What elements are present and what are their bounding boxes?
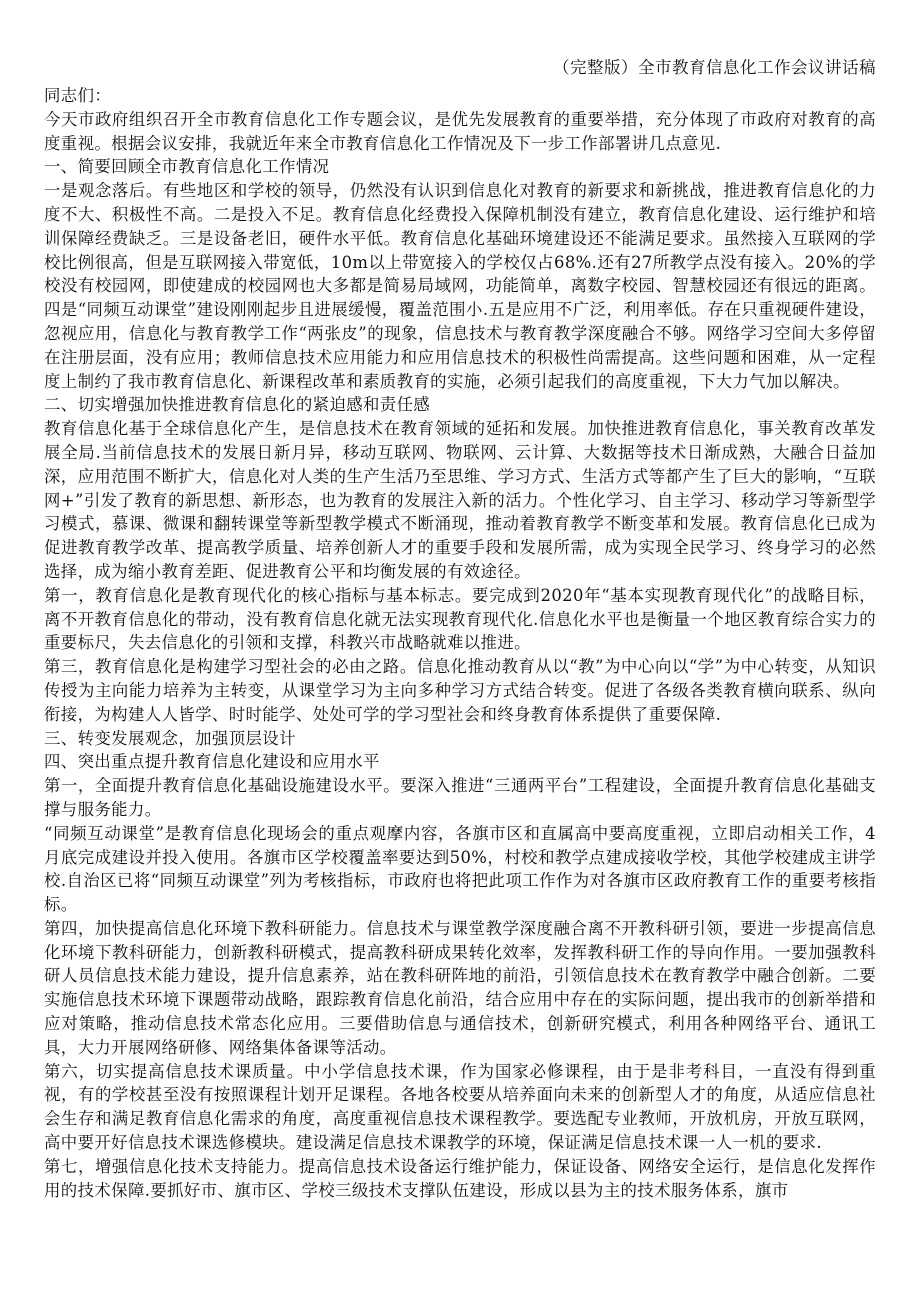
section-heading-3: 三、转变发展观念，加强顶层设计 xyxy=(44,728,296,748)
paragraph-tech-support: 第七，增强信息化技术支持能力。提高信息技术设备运行维护能力，保证设备、网络安全运行，是信息化发挥作用的技术保障.要抓好市、旗市区、学校三级技术支撑队伍建设，形成以县为主的技术服务体系，旗市 xyxy=(44,1156,876,1200)
paragraph-research: 第四，加快提高信息化环境下教科研能力。信息技术与课堂教学深度融合离不开教科研引领，要进一步提高信息化环境下教科研能力，创新教科研模式，提高教科研成果转化效率，发挥教科研工作的导向作用。一要加强教科研人员信息技术能力建设，提升信息素养，站在教科研阵地的前沿，引领信息技术在教育教学中融合创新。二要实施信息技术环境下课题带动战略，跟踪教育信息化前沿，结合应用中存在的实际问题，提出我市的创新举措和应对策略，推动信息技术常态化应用。三要借助信息与通信技术，创新研究模式，利用各种网络平台、通讯工具，大力开展网络研修、网络集体备课等活动。 xyxy=(44,918,876,1057)
paragraph-first-point: 第一，教育信息化是教育现代化的核心指标与基本标志。要完成到2020年“基本实现教育现代化”的战略目标，离不开教育信息化的带动，没有教育信息化就无法实现教育现代化.信息化水平也是衡量一个地区教育综合实力的重要标尺，失去信息化的引领和支撑，科教兴市战略就难以推进。 xyxy=(44,585,876,653)
document-header-title: （完整版）全市教育信息化工作会议讲话稿 xyxy=(553,58,876,77)
section-heading-1: 一、简要回顾全市教育信息化工作情况 xyxy=(44,157,330,177)
paragraph-third-point: 第三，教育信息化是构建学习型社会的必由之路。信息化推动教育从以“教”为中心向以“学”为中心转变，从知识传授为主向能力培养为主转变，从课堂学习为主向多种学习方式结合转变。促进了各级各类教育横向联系、纵向衔接，为构建人人皆学、时时能学、处处可学的学习型社会和终身教育体系提供了重要保障. xyxy=(44,657,876,724)
paragraph-interactive-classroom: “同频互动课堂”是教育信息化现场会的重点观摩内容，各旗市区和直属高中要高度重视，立即启动相关工作，4月底完成建设并投入使用。各旗市区学校覆盖率要达到50%，村校和教学点建成接收学校，其他学校建成主讲学校.自治区已将“同频互动课堂”列为考核指标，市政府也将把此项工作作为对各旗市区政府教育工作的重要考核指标。 xyxy=(44,823,876,915)
salutation: 同志们： xyxy=(44,86,112,105)
section-heading-4: 四、突出重点提升教育信息化建设和应用水平 xyxy=(44,752,380,772)
section-heading-2: 二、切实增强加快推进教育信息化的紧迫感和责任感 xyxy=(44,395,431,415)
paragraph-problems: 一是观念落后。有些地区和学校的领导，仍然没有认识到信息化对教育的新要求和新挑战，推进教育信息化的力度不大、积极性不高。二是投入不足。教育信息化经费投入保障机制没有建立，教育信息化建设、运行维护和培训保障经费缺乏。三是设备老旧，硬件水平低。教育信息化基础环境建设还不能满足要求。虽然接入互联网的学校比例很高，但是互联网接入带宽低，10m以上带宽接入的学校仅占68%.还有27所教学点没有接入。20%的学校没有校园网，即使建成的校园网也大多都是简易局域网，功能简单，离数字校园、智慧校园还有很远的距离。四是“同频互动课堂”建设刚刚起步且进展缓慢，覆盖范围小.五是应用不广泛，利用率低。存在只重视硬件建设，忽视应用，信息化与教育教学工作“两张皮”的现象，信息技术与教育教学深度融合不够。网络学习空间大多停留在注册层面，没有应用；教师信息技术应用能力和应用信息技术的积极性尚需提高。这些问题和困难，从一定程度上制约了我市教育信息化、新课程改革和素质教育的实施，必须引起我们的高度重视，下大力气加以解决。 xyxy=(44,181,876,391)
paragraph-opening: 今天市政府组织召开全市教育信息化工作专题会议，是优先发展教育的重要举措，充分体现了市政府对教育的高度重视。根据会议安排，我就近年来全市教育信息化工作情况及下一步工作部署讲几点意见. xyxy=(44,109,876,153)
paragraph-infrastructure: 第一，全面提升教育信息化基础设施建设水平。要深入推进“三通两平台”工程建设，全面提升教育信息化基础支撑与服务能力。 xyxy=(44,776,876,819)
paragraph-it-course: 第六，切实提高信息技术课质量。中小学信息技术课，作为国家必修课程，由于是非考科目，一直没有得到重视，有的学校甚至没有按照课程计划开足课程。各地各校要从培养面向未来的创新型人才的角度，从适应信息社会生存和满足教育信息化需求的角度，高度重视信息技术课程教学。要选配专业教师，开放机房，开放互联网，高中要开好信息技术课选修模块。建设满足信息技术课教学的环境，保证满足信息技术课一人一机的要求. xyxy=(44,1061,876,1153)
paragraph-urgency: 教育信息化基于全球信息化产生，是信息技术在教育领域的延拓和发展。加快推进教育信息化，事关教育改革发展全局.当前信息技术的发展日新月异，移动互联网、物联网、云计算、大数据等技术日渐成熟，大融合日益加深，应用范围不断扩大，信息化对人类的生产生活乃至思维、学习方式、生活方式等都产生了巨大的影响，“互联网+”引发了教育的新思想、新形态，也为教育的发展注入新的活力。个性化学习、自主学习、移动学习等新型学习模式，慕课、微课和翻转课堂等新型教学模式不断涌现，推动着教育教学不断变革和发展。教育信息化已成为促进教育教学改革、提高教学质量、培养创新人才的重要手段和发展所需，成为实现全民学习、终身学习的必然选择，成为缩小教育差距、促进教育公平和均衡发展的有效途径。 xyxy=(44,419,876,581)
document-body xyxy=(44,84,876,1202)
